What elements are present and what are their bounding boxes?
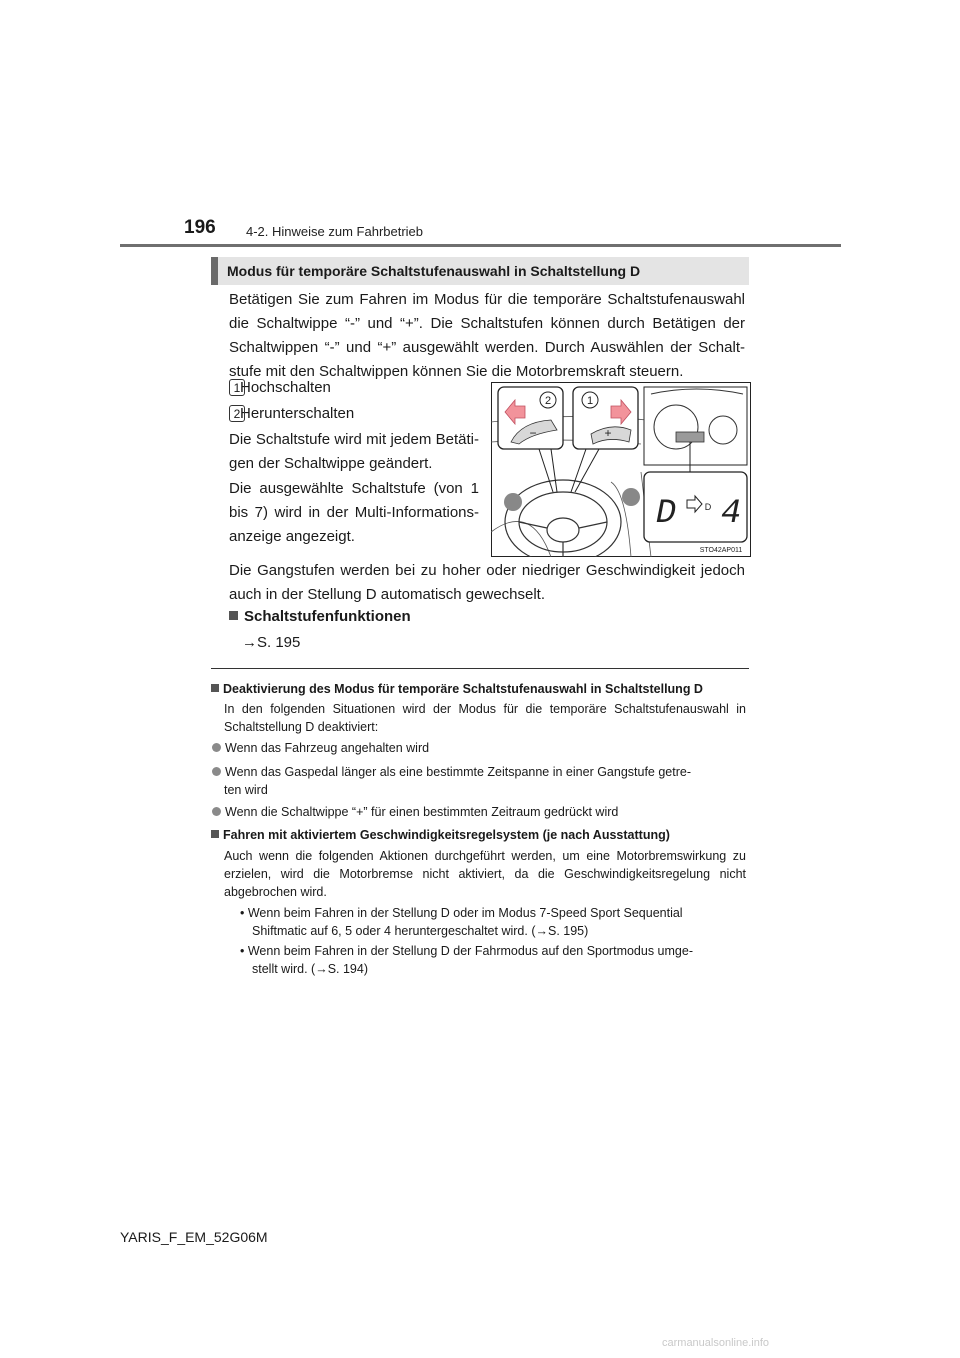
circle-bullet-icon xyxy=(212,767,221,776)
gear-display-small: D xyxy=(704,502,712,512)
minus-sign: − xyxy=(529,426,537,440)
plus-sign: + xyxy=(604,426,612,440)
callout-1: 1 xyxy=(586,395,594,407)
document-code: YARIS_F_EM_52G06M xyxy=(120,1229,268,1245)
sub-list-item-continuation: stellt wird. (→S. 194) xyxy=(252,962,369,976)
header-rule xyxy=(120,244,841,247)
figure-code: STO42AP011 xyxy=(699,547,743,554)
page-reference-link[interactable]: →S. 195 xyxy=(242,634,301,651)
automatic-shift-paragraph: Die Gangstufen werden bei zu hoher oder niedriger Geschwindigkeit jedoch auch in der Stellung D automatisch gewechselt. xyxy=(229,562,745,603)
callout-2: 2 xyxy=(544,395,552,407)
note-deactivation-title: Deaktivierung des Modus für temporäre Schaltstufenauswahl in Schaltstellung D xyxy=(223,682,703,696)
list-item xyxy=(212,803,747,821)
note-cruise-control-title: Fahren mit aktiviertem Geschwindigkeitsregelsystem (je nach Ausstattung) xyxy=(223,828,670,842)
list-item xyxy=(212,763,747,781)
intro-paragraph: Betätigen Sie zum Fahren im Modus für die temporäre Schaltstufenauswahl die Schaltwippe “-” und “+”. Die Schaltstufen können durch Betätigen der Schaltwippen “-” und “+” ausgewählt werden. Durch Auswählen der Schalt-stufe mit den Schaltwippen können Sie die Motorbremskraft steuern. xyxy=(229,291,745,380)
heading-bar xyxy=(211,257,749,285)
square-bullet-icon xyxy=(229,611,238,620)
note-cruise-control-text: Auch wenn die folgenden Aktionen durchgeführt werden, um eine Motorbremswirkung zu erzielen, wird die Motorbremse nicht aktiviert, da die Geschwindigkeitsregelung nicht abgebrochen wird. xyxy=(224,849,746,899)
gear-display-description: Die ausgewählte Schaltstufe (von 1 bis 7) wird in der Multi-Informations-anzeige angezeigt. xyxy=(229,480,479,545)
list-item-continuation: ten wird xyxy=(224,783,268,797)
paddle-shift-illustration xyxy=(491,382,751,557)
list-item-text: Wenn die Schaltwippe “+” für einen bestimmten Zeitraum gedrückt wird xyxy=(225,805,619,819)
list-item-text: Wenn das Fahrzeug angehalten wird xyxy=(225,741,430,755)
step-label-downshift: Herunterschalten xyxy=(240,405,355,422)
list-item-text: Wenn das Gaspedal länger als eine bestimmte Zeitspanne in einer Gangstufe getre- xyxy=(225,765,692,779)
circle-bullet-icon xyxy=(212,807,221,816)
gear-change-description: Die Schaltstufe wird mit jedem Betäti-gen der Schaltwippe geändert. xyxy=(229,431,479,472)
subheading-functions xyxy=(229,608,411,625)
heading-bar-text: Modus für temporäre Schaltstufenauswahl in Schaltstellung D xyxy=(227,263,641,279)
gear-display-number: 4 xyxy=(720,495,742,533)
step-label-upshift: Hochschalten xyxy=(240,379,331,396)
gear-display-mode: D xyxy=(655,495,677,533)
square-bullet-icon xyxy=(211,830,219,838)
step-downshift xyxy=(233,402,355,426)
subheading-text: Schaltstufenfunktionen xyxy=(244,608,411,625)
watermark: carmanualsonline.info xyxy=(662,1337,770,1349)
sub-list-item: • Wenn beim Fahren in der Stellung D der Fahrmodus auf den Sportmodus umge- xyxy=(240,944,693,958)
notes-divider xyxy=(211,668,749,669)
note-deactivation-heading xyxy=(211,680,751,698)
note-deactivation-text: In den folgenden Situationen wird der Modus für die temporäre Schaltstufenauswahl in Schaltstellung D deaktiviert: xyxy=(224,702,746,734)
step-number-2: 2 xyxy=(229,405,245,422)
sub-list-item: • Wenn beim Fahren in der Stellung D oder im Modus 7-Speed Sport Sequential xyxy=(240,906,683,920)
sub-list-item-continuation: Shiftmatic auf 6, 5 oder 4 heruntergeschaltet wird. (→S. 195) xyxy=(252,924,589,938)
step-number-1: 1 xyxy=(229,379,245,396)
step-upshift xyxy=(233,376,331,400)
section-title: 4-2. Hinweise zum Fahrbetrieb xyxy=(246,224,424,239)
page-number: 196 xyxy=(184,217,216,238)
square-bullet-icon xyxy=(211,684,219,692)
circle-bullet-icon xyxy=(212,743,221,752)
list-item xyxy=(212,739,747,757)
note-cruise-control-heading xyxy=(211,826,751,844)
